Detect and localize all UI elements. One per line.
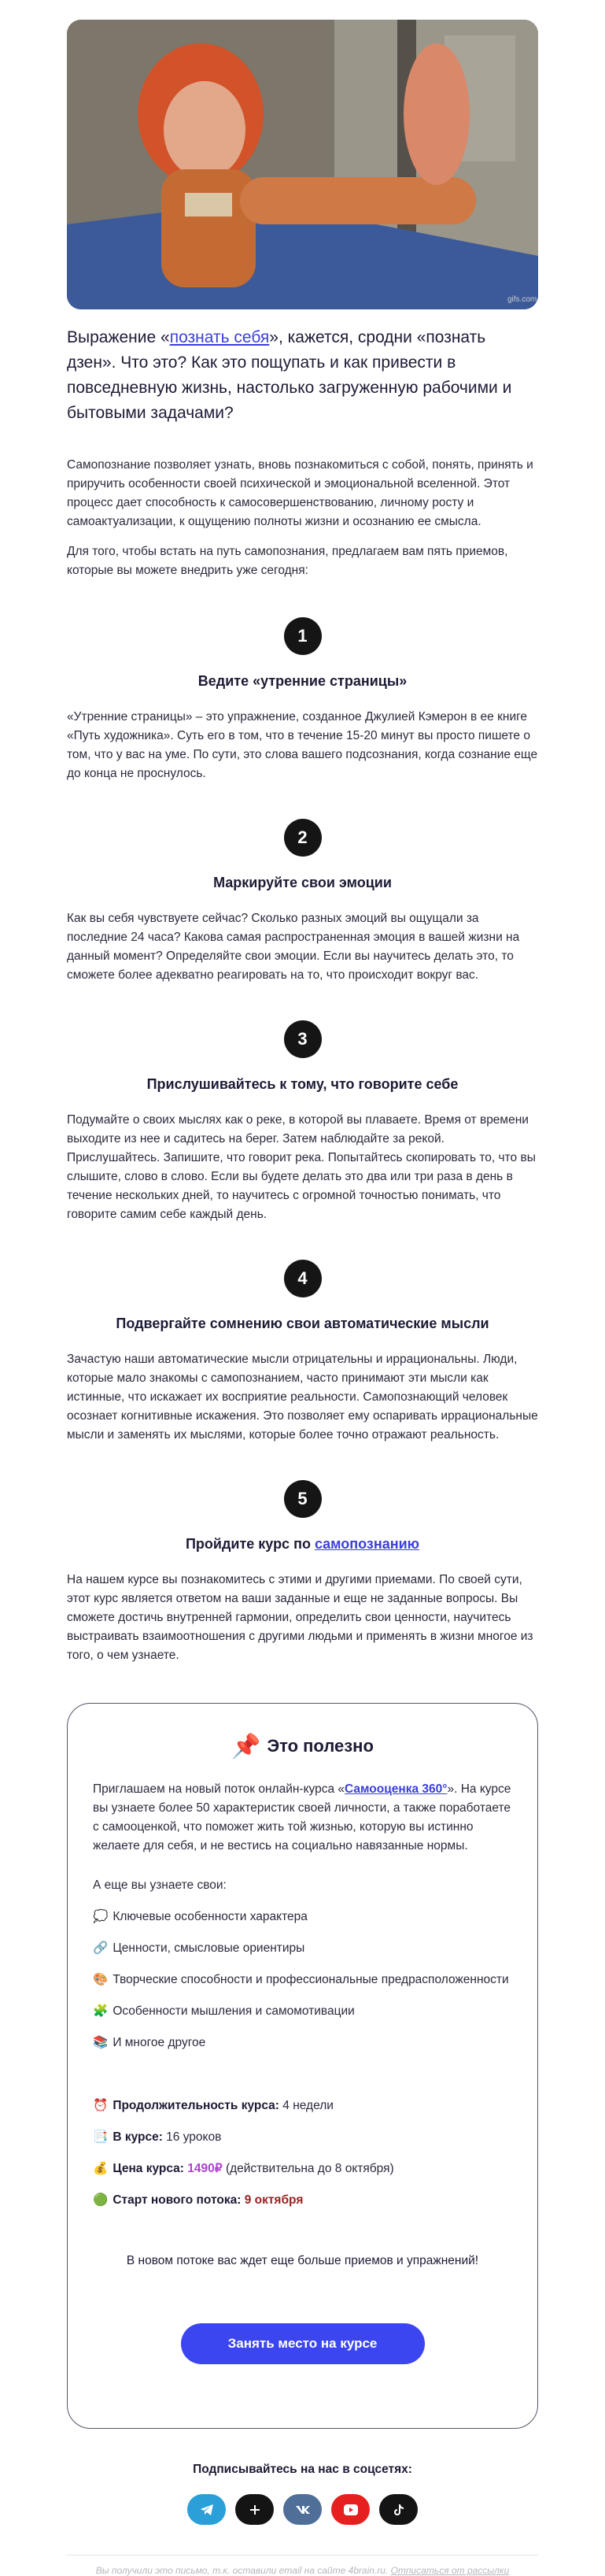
hero-illustration [67, 20, 538, 309]
document-icon: 📑 [93, 2130, 109, 2145]
intro-paragraph-1: Самопознание позволяет узнать, вновь познакомиться с собой, понять, принять и приручить особенности своей психической и эмоциональной вселенной. Этот процесс дает способность к самосовершенствованию, личному росту и самоактуализации, к ощущению полноты жизни и осознанию ее смысла. [67, 458, 533, 528]
lead-pre: Выражение « [67, 328, 170, 346]
palette-icon: 🎨 [93, 1973, 109, 1987]
step-title: Прислушивайтесь к тому, что говорите себе [146, 1076, 459, 1092]
telegram-icon[interactable] [187, 2494, 226, 2525]
course-lessons [93, 2128, 512, 2147]
course-link[interactable]: самопознанию [314, 1536, 420, 1552]
money-bag-icon: 💰 [93, 2162, 109, 2176]
lead-post: », кажется, сродни «познать дзен». Что это? Как это пощупать и как привести в повседневную жизнь, настолько загруженную рабочими и бытовыми задачами? [67, 328, 512, 422]
vk-icon[interactable] [283, 2494, 322, 2525]
alarm-clock-icon: ⏰ [93, 2099, 109, 2113]
step-title: Подвергайте сомнению свои автоматические мысли [116, 1316, 489, 1331]
card-title-text: Это полезно [267, 1736, 374, 1756]
card-intro-post: ». На курсе вы узнаете более 50 характеристик своей личности, а также поработаете с самооценкой, что поможет жить той жизнью, которую вы истинно желаете для себя, и не вестись на социально навязанные нормы. [93, 1782, 511, 1853]
hero-watermark: gifs.com [507, 295, 537, 304]
tiktok-icon[interactable] [379, 2494, 418, 2525]
duration-value: 4 недели [282, 2099, 334, 2113]
step-text: Как вы себя чувствуете сейчас? Сколько разных эмоций вы ощущали за последние 24 часа? Какова самая распространенная эмоция в вашей жизни на данный момент? Определяйте свои эмоции. Если вы научитесь делать это, то сможете более адекватно реагировать на то, что происходит вокруг вас. [67, 912, 520, 982]
plus-icon[interactable] [235, 2494, 274, 2525]
start-label: Старт нового потока: [113, 2193, 242, 2208]
card-intro-pre: Приглашаем на новый поток онлайн-курса « [93, 1782, 345, 1797]
step-5 [67, 1480, 538, 1665]
price-value: 1490₽ [187, 2162, 223, 2176]
step-2 [67, 819, 538, 985]
card-list-title: А еще вы узнаете свои: [93, 1878, 227, 1893]
card-title [93, 1730, 512, 1763]
step-title: Маркируйте свои эмоции [213, 875, 392, 890]
step-text: Подумайте о своих мыслях как о реке, в которой вы плаваете. Время от времени выходите из нее и садитесь на берег. Затем наблюдайте за рекой. Прислушайтесь. Запишите, что говорит река. Попытайтесь скопировать то, что вы слышите, слово в слово. Если вы будете делать это два или три раза в день в течение нескольких дней, то научитесь с огромной точностью понимать, что говорите самим себе каждый день. [67, 1113, 536, 1221]
start-date: 9 октября [244, 2193, 304, 2208]
books-icon: 📚 [93, 2036, 109, 2050]
price-label: Цена курса: [113, 2162, 184, 2176]
footer-text: Вы получили это письмо, т.к. оставили email на сайте 4brain.ru. [95, 2565, 389, 2576]
puzzle-icon: 🧩 [93, 2004, 109, 2019]
list-item [93, 1939, 512, 1958]
card-note: В новом потоке вас ждет еще больше приемов и упражнений! [126, 2254, 479, 2268]
course-price [93, 2160, 512, 2178]
step-text: На нашем курсе вы познакомитесь с этими и другими приемами. По своей сути, этот курс является ответом на ваши заданные и еще не заданные вопросы. Вы сможете достичь внутренней гармонии, определить свои ценности, научитесь выстраивать взаимоотношения с другими людьми и применять в жизни многое из того, о чем узнаете. [67, 1573, 533, 1662]
step-4 [67, 1260, 538, 1445]
course-duration [93, 2097, 512, 2115]
promo-card [67, 1703, 538, 2429]
list-item-text: Ценности, смысловые ориентиры [113, 1941, 305, 1956]
enroll-button[interactable]: Занять место на курсе [181, 2323, 425, 2364]
list-item [93, 1908, 512, 1926]
step-1 [67, 617, 538, 783]
list-item [93, 1971, 512, 1989]
thought-bubble-icon: 💭 [93, 1910, 109, 1924]
step-number: 1 [284, 617, 322, 655]
hero-image [67, 20, 538, 309]
list-item-text: Ключевые особенности характера [113, 1910, 308, 1924]
step-number: 5 [284, 1480, 322, 1518]
lessons-value: 16 уроков [166, 2130, 222, 2145]
list-item [93, 2034, 512, 2052]
step-title-pre: Пройдите курс по [185, 1536, 315, 1552]
list-item-text: Особенности мышления и самомотивации [113, 2004, 355, 2019]
step-number: 4 [284, 1260, 322, 1297]
price-note: (действительна до 8 октября) [225, 2162, 394, 2176]
step-number: 2 [284, 819, 322, 857]
pin-icon: 📌 [231, 1734, 261, 1760]
step-text: «Утренние страницы» – это упражнение, созданное Джулией Кэмерон в ее книге «Путь художника». Суть его в том, что в течение 15-20 минут вы просто пишете о том, что у вас на уме. По сути, это слова вашего подсознания, когда сознание еще до конца не проснулось. [67, 710, 538, 780]
green-circle-icon: 🟢 [93, 2193, 109, 2208]
list-item-text: И многое другое [113, 2036, 206, 2050]
footer [67, 2555, 538, 2576]
step-3 [67, 1020, 538, 1224]
unsubscribe-link[interactable]: Отписаться от рассылки [390, 2565, 510, 2576]
step-number: 3 [284, 1020, 322, 1058]
intro-paragraph-2: Для того, чтобы встать на путь самопознания, предлагаем вам пять приемов, которые вы можете внедрить уже сегодня: [67, 545, 508, 577]
step-text: Зачастую наши автоматические мысли отрицательны и иррациональны. Люди, которые мало знакомы с самопознанием, часто принимают эти мысли как истинные, что искажает их восприятие реальности. Самопознающий человек осознает когнитивные искажения. Это позволяет ему оспаривать иррациональные мысли и заменять их мыслями, которые более точно отражают реальность. [67, 1353, 538, 1442]
step-title [67, 1534, 538, 1553]
lead-paragraph [67, 325, 538, 426]
duration-label: Продолжительность курса: [113, 2099, 279, 2113]
social-title: Подписывайтесь на нас в соцсетях: [193, 2463, 412, 2476]
list-item [93, 2002, 512, 2021]
youtube-icon[interactable] [331, 2494, 370, 2525]
link-icon: 🔗 [93, 1941, 109, 1956]
course-name-link[interactable]: Самооценка 360° [345, 1782, 448, 1797]
list-item-text: Творческие способности и профессиональные предрасположенности [113, 1973, 509, 1987]
card-intro [93, 1780, 512, 1856]
lead-link[interactable]: познать себя [169, 328, 270, 346]
social-links [67, 2494, 538, 2525]
course-start [93, 2191, 512, 2210]
step-title: Ведите «утренние страницы» [197, 673, 408, 689]
lessons-label: В курсе: [113, 2130, 163, 2145]
